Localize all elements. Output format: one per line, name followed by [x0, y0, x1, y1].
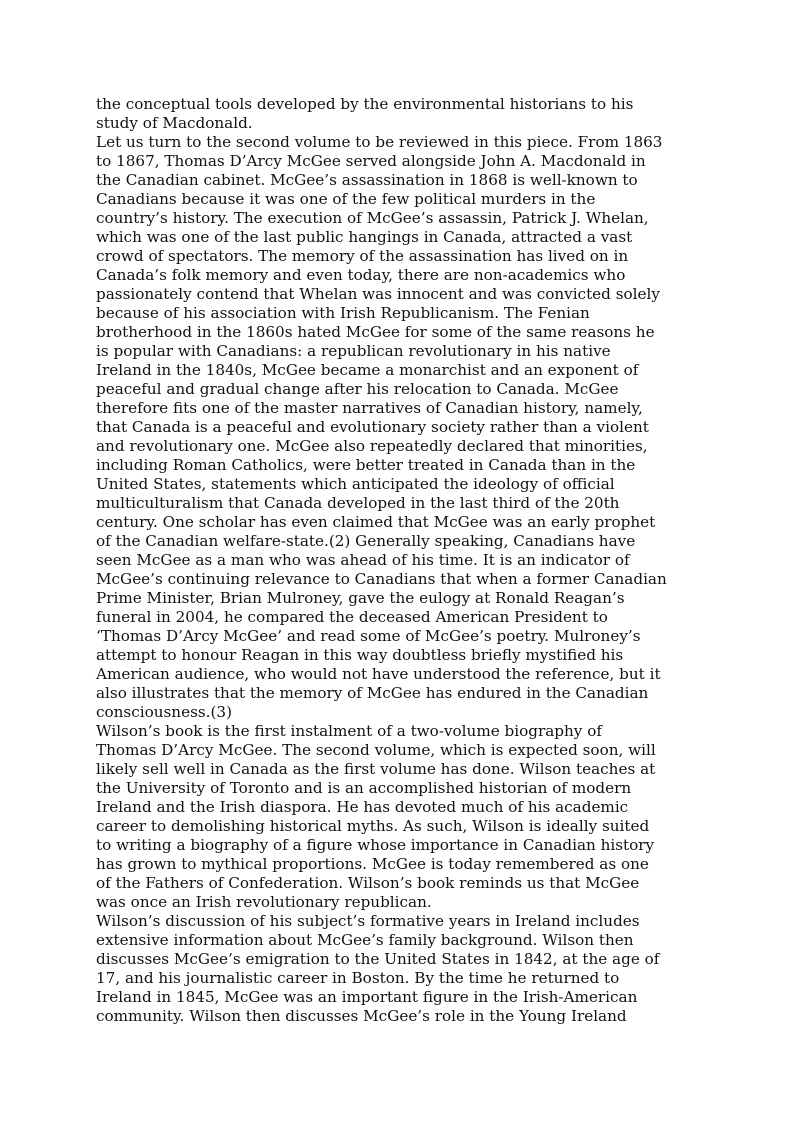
text-line: funeral in 2004, he compared the deceased American President to	[96, 608, 608, 626]
text-line: country’s history. The execution of McGee’s assassin, Patrick J. Whelan,	[96, 209, 649, 227]
text-line: discusses McGee’s emigration to the United States in 1842, at the age of	[96, 950, 660, 968]
text-line: brotherhood in the 1860s hated McGee for some of the same reasons he	[96, 323, 655, 341]
text-line: century. One scholar has even claimed that McGee was an early prophet	[96, 513, 656, 531]
text-line: to writing a biography of a figure whose importance in Canadian history	[96, 836, 655, 854]
text-line: likely sell well in Canada as the first volume has done. Wilson teaches at	[96, 760, 656, 778]
text-line: peaceful and gradual change after his relocation to Canada. McGee	[96, 380, 619, 398]
text-line: which was one of the last public hangings in Canada, attracted a vast	[96, 228, 633, 246]
text-line: Ireland in the 1840s, McGee became a monarchist and an exponent of	[96, 361, 639, 379]
paragraph	[96, 912, 708, 1026]
paragraph	[96, 722, 708, 912]
text-line: seen McGee as a man who was ahead of his time. It is an indicator of	[96, 551, 630, 569]
text-line: of the Canadian welfare-state.(2) Generally speaking, Canadians have	[96, 532, 636, 550]
text-line: ‘Thomas D’Arcy McGee’ and read some of McGee’s poetry. Mulroney’s	[96, 627, 641, 645]
text-line: is popular with Canadians: a republican revolutionary in his native	[96, 342, 611, 360]
text-line: United States, statements which anticipated the ideology of official	[96, 475, 615, 493]
text-line: Prime Minister, Brian Mulroney, gave the eulogy at Ronald Reagan’s	[96, 589, 625, 607]
text-line: Canada’s folk memory and even today, there are non-academics who	[96, 266, 626, 284]
text-line: career to demolishing historical myths. As such, Wilson is ideally suited	[96, 817, 650, 835]
text-line: multiculturalism that Canada developed in the last third of the 20th	[96, 494, 620, 512]
text-line: Canadians because it was one of the few political murders in the	[96, 190, 596, 208]
document-page	[96, 95, 708, 1026]
text-line: Ireland and the Irish diaspora. He has devoted much of his academic	[96, 798, 629, 816]
paragraph	[96, 95, 708, 133]
text-line: that Canada is a peaceful and evolutionary society rather than a violent	[96, 418, 649, 436]
text-line: to 1867, Thomas D’Arcy McGee served alongside John A. Macdonald in	[96, 152, 646, 170]
text-line: the Canadian cabinet. McGee’s assassination in 1868 is well-known to	[96, 171, 638, 189]
text-line: therefore fits one of the master narratives of Canadian history, namely,	[96, 399, 643, 417]
text-line: was once an Irish revolutionary republican.	[96, 893, 432, 911]
text-line: Let us turn to the second volume to be reviewed in this piece. From 1863	[96, 133, 663, 151]
text-line: Wilson’s discussion of his subject’s formative years in Ireland includes	[96, 912, 640, 930]
text-line: Thomas D’Arcy McGee. The second volume, which is expected soon, will	[96, 741, 656, 759]
text-line: 17, and his journalistic career in Boston. By the time he returned to	[96, 969, 620, 987]
text-line: extensive information about McGee’s family background. Wilson then	[96, 931, 634, 949]
text-line: community. Wilson then discusses McGee’s role in the Young Ireland	[96, 1007, 627, 1025]
text-line: also illustrates that the memory of McGee has endured in the Canadian	[96, 684, 649, 702]
text-line: Wilson’s book is the first instalment of a two-volume biography of	[96, 722, 602, 740]
text-line: has grown to mythical proportions. McGee is today remembered as one	[96, 855, 649, 873]
text-line: the conceptual tools developed by the environmental historians to his	[96, 95, 634, 113]
text-line: attempt to honour Reagan in this way doubtless briefly mystified his	[96, 646, 624, 664]
text-line: crowd of spectators. The memory of the assassination has lived on in	[96, 247, 629, 265]
text-line: the University of Toronto and is an accomplished historian of modern	[96, 779, 632, 797]
text-line: consciousness.(3)	[96, 703, 233, 721]
text-line: and revolutionary one. McGee also repeatedly declared that minorities,	[96, 437, 648, 455]
text-line: Ireland in 1845, McGee was an important figure in the Irish-American	[96, 988, 638, 1006]
text-line: passionately contend that Whelan was innocent and was convicted solely	[96, 285, 660, 303]
text-line: of the Fathers of Confederation. Wilson’s book reminds us that McGee	[96, 874, 640, 892]
text-line: American audience, who would not have understood the reference, but it	[96, 665, 661, 683]
text-line: because of his association with Irish Republicanism. The Fenian	[96, 304, 590, 322]
text-line: including Roman Catholics, were better treated in Canada than in the	[96, 456, 636, 474]
text-line: McGee’s continuing relevance to Canadians that when a former Canadian	[96, 570, 667, 588]
text-line: study of Macdonald.	[96, 114, 253, 132]
paragraph	[96, 133, 708, 722]
